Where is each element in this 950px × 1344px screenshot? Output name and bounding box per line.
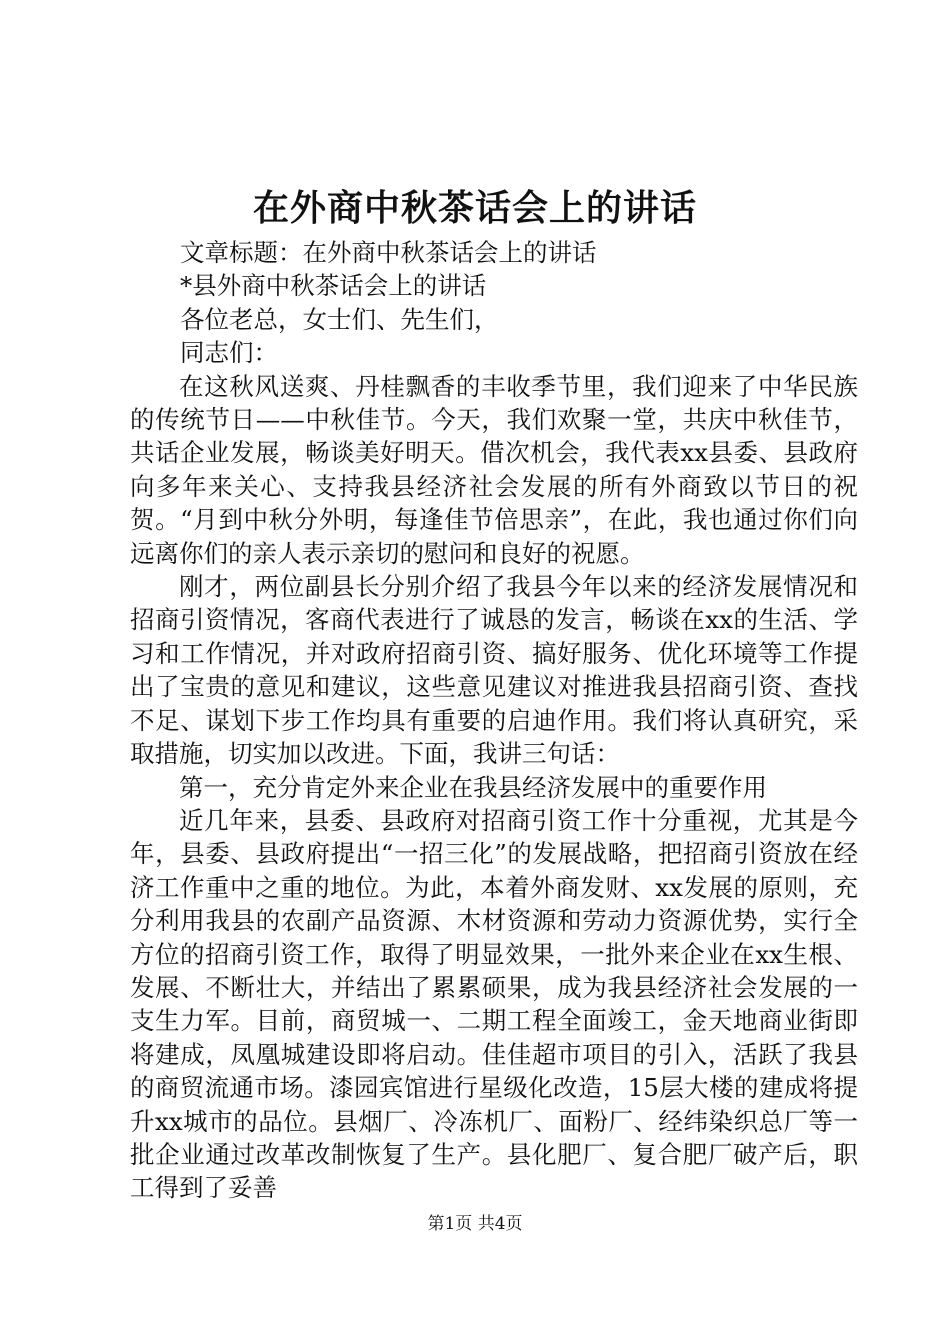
salutation-comrades-line: 同志们： [180,338,278,368]
salutation-line: 各位老总，女士们、先生们， [180,304,499,334]
paragraph-development: 近几年来，县委、县政府对招商引资工作十分重视，尤其是今年，县委、县政府提出“一招三化”的发展战略，把招商引资放在经济工作重中之重的地位。为此，本着外商发财、xx发展的原则，充分利用我县的农副产品资源、木材资源和劳动力资源优势，实行全方位的招商引资工作，取得了明显效果，一批外来企业在xx生根、发展、不断壮大，并结出了累累硕果，成为我县经济社会发展的一支生力军。目前，商贸城一、二期工程全面竣工，金天地商业街即将建成，凤凰城建设即将启动。佳佳超市项目的引入，活跃了我县的商贸流通市场。漆园宾馆进行星级化改造，15层大楼的建成将提升xx城市的品位。县烟厂、冷冻机厂、面粉厂、经纬染织总厂等一批企业通过改革改制恢复了生产。县化肥厂、复合肥厂破产后，职工得到了妥善 [130,805,858,1203]
article-title-line: 文章标题：在外商中秋茶话会上的讲话 [180,238,597,267]
paragraph-greeting: 在这秋风送爽、丹桂飘香的丰收季节里，我们迎来了中华民族的传统节日——中秋佳节。今天，我们欢聚一堂，共庆中秋佳节，共话企业发展，畅谈美好明天。借次机会，我代表xx县委、县政府向多年来关心、支持我县经济社会发展的所有外商致以节日的祝贺。“月到中秋分外明，每逢佳节倍思亲”，在此，我也通过你们向远离你们的亲人表示亲切的慰问和良好的祝愿。 [130,371,858,568]
paragraph-introduction: 刚才，两位副县长分别介绍了我县今年以来的经济发展情况和招商引资情况，客商代表进行了诚恳的发言，畅谈在xx的生活、学习和工作情况，并对政府招商引资、搞好服务、优化环境等工作提出了宝贵的意见和建议，这些意见建议对推进我县招商引资、查找不足、谋划下步工作均具有重要的启迪作用。我们将认真研究，采取措施，切实加以改进。下面，我讲三句话： [130,572,858,769]
page-footer: 第1页 共4页 [427,1214,523,1234]
section-heading-first: 第一，充分肯定外来企业在我县经济发展中的重要作用 [179,772,767,802]
document-title: 在外商中秋茶话会上的讲话 [252,187,697,229]
document-body [130,236,858,1205]
subtitle-line: *县外商中秋茶话会上的讲话 [180,271,487,301]
